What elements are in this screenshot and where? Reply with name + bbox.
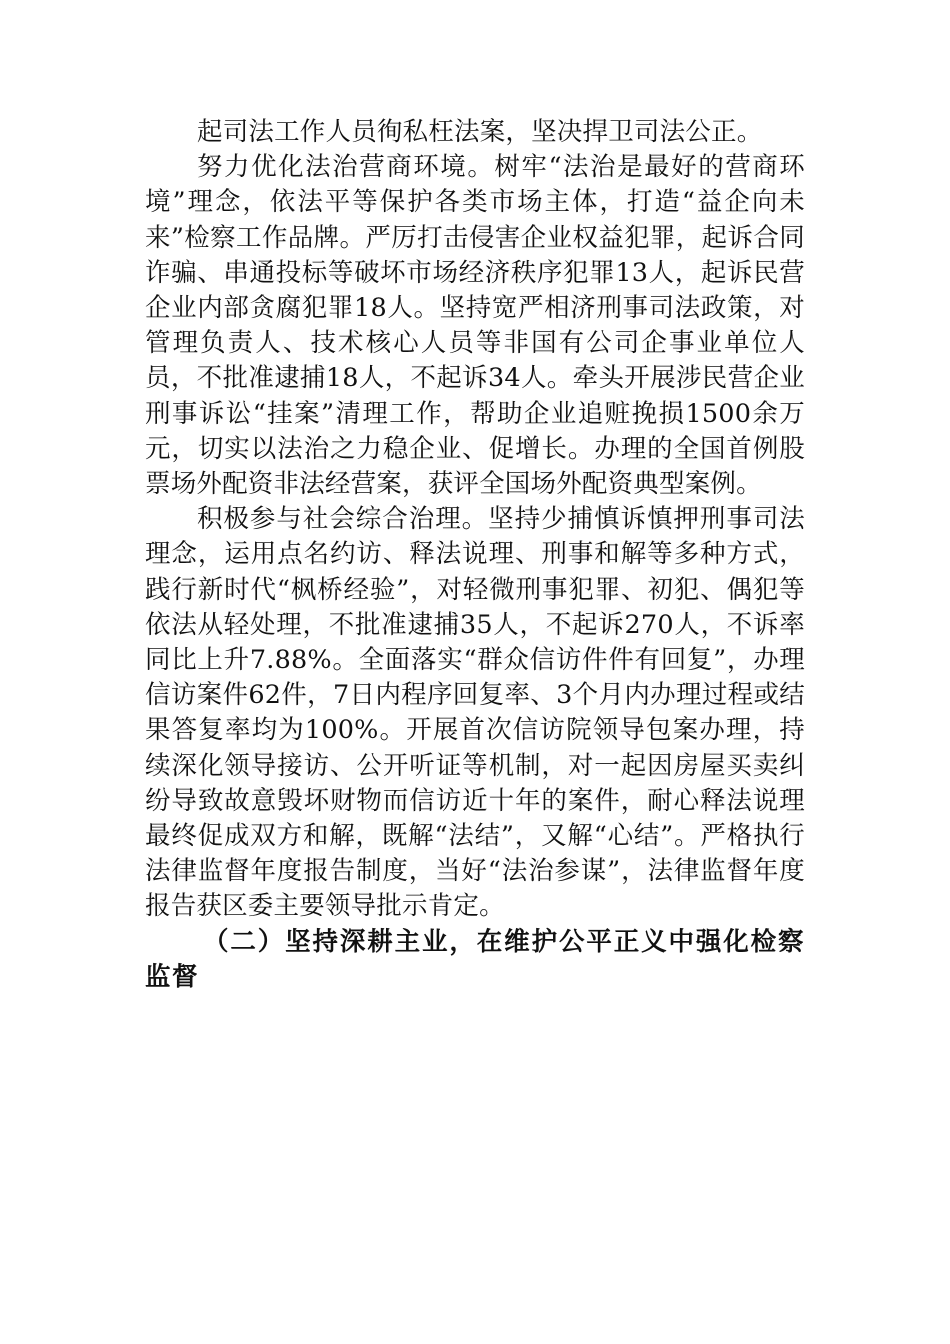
document-body <box>145 115 805 995</box>
section-heading: （二）坚持深耕主业，在维护公平正义中强化检察监督 <box>145 926 805 992</box>
paragraph-business-environment: 努力优化法治营商环境。树牢“法治是最好的营商环境”理念，依法平等保护各类市场主体，打造“益企向未来”检察工作品牌。严厉打击侵害企业权益犯罪，起诉合同诈骗、串通投标等破坏市场经济秩序犯罪13人，起诉民营企业内部贪腐犯罪18人。坚持宽严相济刑事司法政策，对管理负责人、技术核心人员等非国有公司企事业单位人员，不批准逮捕18人，不起诉34人。牵头开展涉民营企业刑事诉讼“挂案”清理工作，帮助企业追赃挽损1500余万元，切实以法治之力稳企业、促增长。办理的全国首例股票场外配资非法经营案，获评全国场外配资典型案例。 <box>145 152 805 500</box>
paragraph-social-governance: 积极参与社会综合治理。坚持少捕慎诉慎押刑事司法理念，运用点名约访、释法说理、刑事和解等多种方式，践行新时代“枫桥经验”，对轻微刑事犯罪、初犯、偶犯等依法从轻处理，不批准逮捕35人，不起诉270人，不诉率同比上升7.88%。全面落实“群众信访件件有回复”，办理信访案件62件，7日内程序回复率、3个月内办理过程或结果答复率均为100%。开展首次信访院领导包案办理，持续深化领导接访、公开听证等机制，对一起因房屋买卖纠纷导致故意毁坏财物而信访近十年的案件，耐心释法说理最终促成双方和解，既解“法结”，又解“心结”。严格执行法律监督年度报告制度，当好“法治参谋”，法律监督年度报告获区委主要领导批示肯定。 <box>145 504 805 922</box>
paragraph-continuation: 起司法工作人员徇私枉法案，坚决捍卫司法公正。 <box>197 117 763 147</box>
